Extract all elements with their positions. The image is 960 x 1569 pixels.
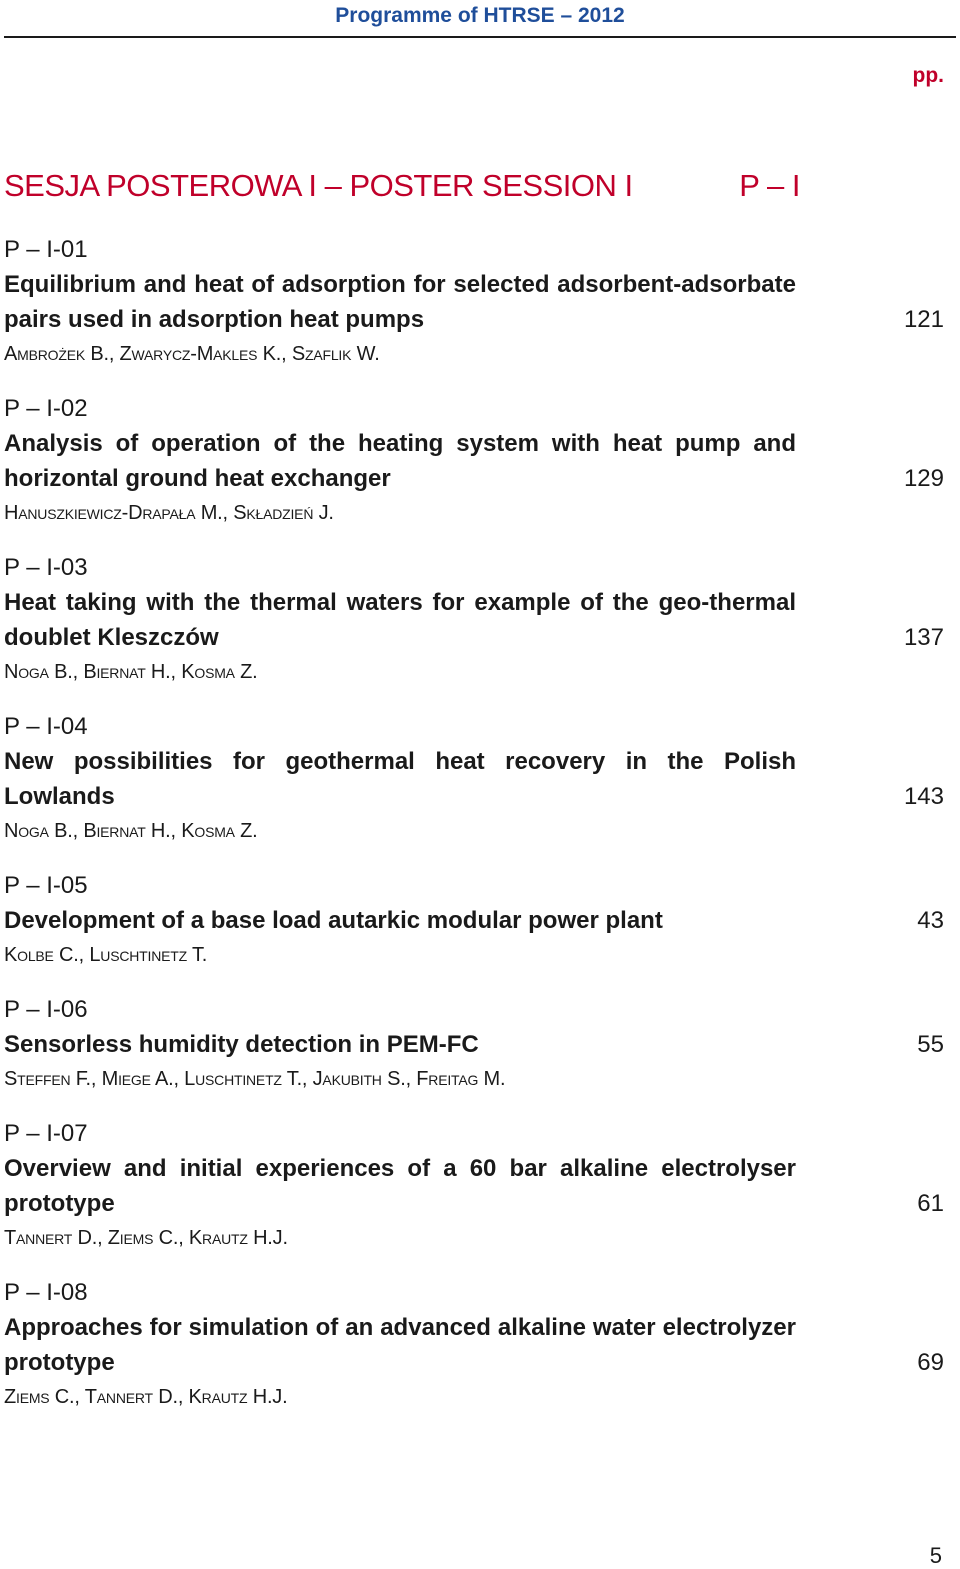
entry-title: Analysis of operation of the heating system with heat pump and horizontal ground heat exchanger xyxy=(4,430,796,492)
page-number: 5 xyxy=(929,1543,942,1568)
entry-authors: Hanuszkiewicz-Drapała M., Składzień J. xyxy=(4,502,334,524)
entry-title: Sensorless humidity detection in PEM-FC xyxy=(4,1031,479,1058)
poster-entry-list xyxy=(4,232,944,1434)
entry-page-number: 129 xyxy=(903,465,944,492)
entry-code: P – I-08 xyxy=(4,1279,88,1306)
entry-title: Approaches for simulation of an advanced alkaline water electrolyzer prototype xyxy=(4,1314,796,1376)
entry-page-number: 55 xyxy=(917,1031,944,1058)
entry-code: P – I-06 xyxy=(4,996,88,1023)
entry-title: Overview and initial experiences of a 60 bar alkaline electrolyser prototype xyxy=(4,1155,796,1217)
entry-authors: Steffen F., Miege A., Luschtinetz T., Jakubith S., Freitag M. xyxy=(4,1068,506,1090)
entry-code: P – I-07 xyxy=(4,1120,88,1147)
entry-authors: Noga B., Biernat H., Kosma Z. xyxy=(4,820,258,842)
entry-code: P – I-05 xyxy=(4,872,88,899)
pages-column-label: pp. xyxy=(912,64,944,87)
entry-authors: Ziems C., Tannert D., Krautz H.J. xyxy=(4,1386,288,1408)
entry-page-number: 69 xyxy=(917,1349,944,1376)
entry-code: P – I-02 xyxy=(4,395,88,422)
session-heading xyxy=(4,168,800,204)
entry-authors: Ambrożek B., Zwarycz-Makles K., Szaflik W. xyxy=(4,343,380,365)
entry-page-number: 137 xyxy=(903,624,944,651)
poster-entry xyxy=(4,1275,944,1415)
entry-page-number: 143 xyxy=(903,783,944,810)
entry-title: Equilibrium and heat of adsorption for selected adsorbent-adsorbate pairs used in adsorption heat pumps xyxy=(4,271,796,333)
entry-title: Development of a base load autarkic modular power plant xyxy=(4,907,663,934)
poster-entry xyxy=(4,992,944,1097)
poster-entry xyxy=(4,550,944,690)
session-title: SESJA POSTEROWA I – POSTER SESSION I xyxy=(4,168,633,203)
poster-entry xyxy=(4,391,944,531)
entry-authors: Tannert D., Ziems C., Krautz H.J. xyxy=(4,1227,288,1249)
entry-authors: Kolbe C., Luschtinetz T. xyxy=(4,944,208,966)
entry-authors: Noga B., Biernat H., Kosma Z. xyxy=(4,661,258,683)
entry-code: P – I-01 xyxy=(4,236,88,263)
entry-code: P – I-04 xyxy=(4,713,88,740)
poster-entry xyxy=(4,709,944,849)
entry-code: P – I-03 xyxy=(4,554,88,581)
session-code: P – I xyxy=(739,168,800,203)
entry-page-number: 121 xyxy=(903,306,944,333)
header-divider xyxy=(4,36,956,38)
poster-entry xyxy=(4,868,944,973)
poster-entry xyxy=(4,1116,944,1256)
entry-title: New possibilities for geothermal heat recovery in the Polish Lowlands xyxy=(4,748,796,810)
document-header-title: Programme of HTRSE – 2012 xyxy=(335,4,625,27)
poster-entry xyxy=(4,232,944,372)
entry-page-number: 43 xyxy=(917,907,944,934)
entry-page-number: 61 xyxy=(917,1190,944,1217)
entry-title: Heat taking with the thermal waters for example of the geo-thermal doublet Kleszczów xyxy=(4,589,796,651)
